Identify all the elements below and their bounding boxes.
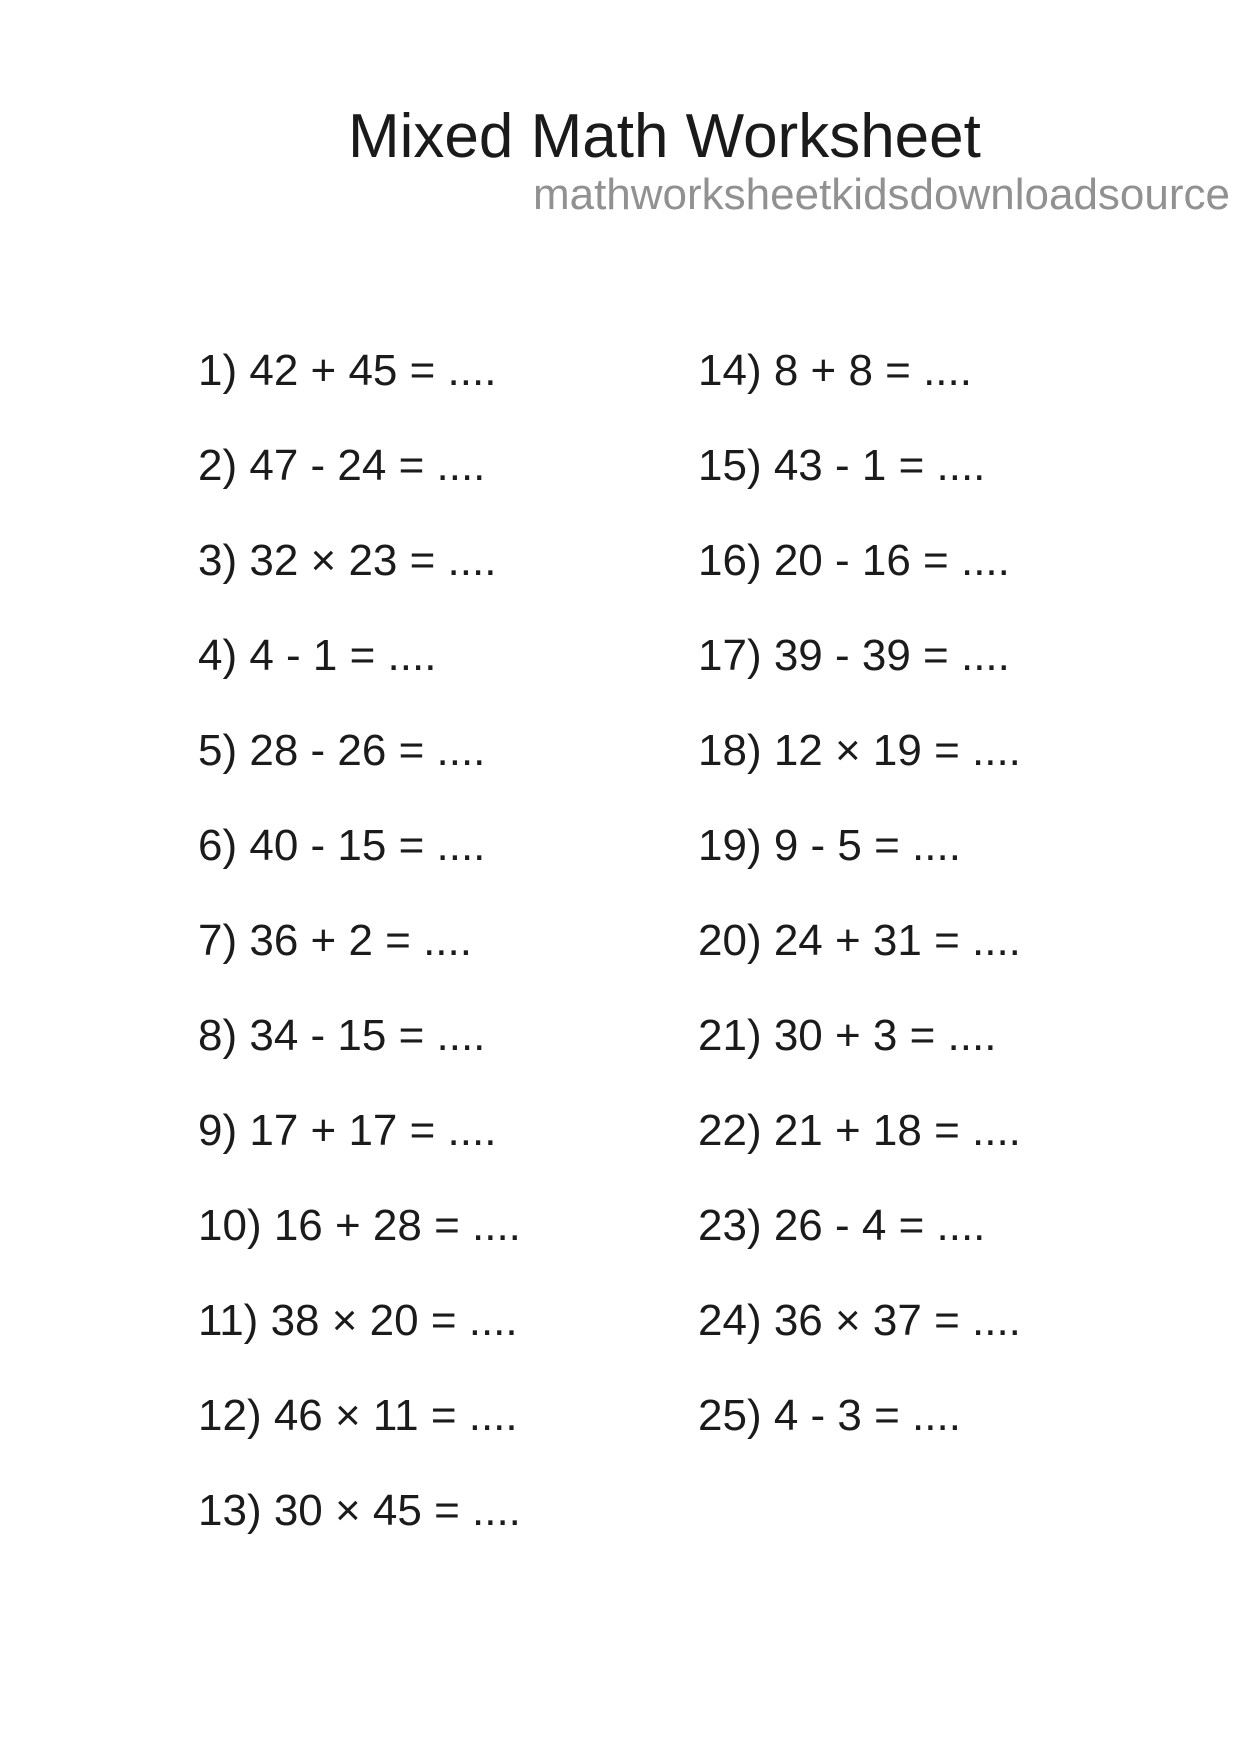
problem-number: 1)	[198, 346, 250, 395]
problem-expression: 42 + 45 =	[249, 346, 448, 395]
answer-blank: ....	[447, 536, 497, 585]
answer-blank: ....	[923, 346, 972, 395]
problem-expression: 4 - 3 =	[773, 1391, 913, 1440]
problem-expression: 12 × 19 =	[773, 726, 972, 775]
problem-row	[198, 323, 521, 418]
problem-row	[198, 513, 521, 608]
problem-row	[198, 1083, 521, 1178]
problem-number: 14)	[698, 346, 774, 395]
problem-expression: 24 + 31 =	[773, 916, 972, 965]
answer-blank: ....	[936, 441, 986, 490]
problem-number: 4)	[198, 631, 250, 680]
problem-expression: 21 + 18 =	[773, 1106, 972, 1155]
problem-expression: 16 + 28 =	[273, 1201, 472, 1250]
problem-row	[198, 1463, 521, 1558]
problem-number: 20)	[698, 916, 774, 965]
watermark-source-text: mathworksheetkidsdownloadsource	[532, 170, 1230, 219]
problem-number: 2)	[198, 441, 250, 490]
problem-expression: 46 × 11 =	[273, 1391, 469, 1440]
problem-expression: 9 - 5 =	[773, 821, 913, 870]
problem-row	[198, 798, 521, 893]
answer-blank: ....	[472, 1201, 521, 1250]
problem-expression: 20 - 16 =	[773, 536, 961, 585]
page-title: Mixed Math Worksheet	[348, 102, 981, 171]
problem-row	[198, 893, 521, 988]
problem-expression: 26 - 4 =	[773, 1201, 937, 1250]
problem-number: 21)	[698, 1011, 774, 1060]
answer-blank: ....	[436, 726, 486, 775]
problem-expression: 30 + 3 =	[773, 1011, 948, 1060]
problem-expression: 40 - 15 =	[249, 821, 437, 870]
answer-blank: ....	[447, 346, 497, 395]
problem-expression: 8 + 8 =	[773, 346, 924, 395]
problem-row	[198, 608, 521, 703]
problem-row	[698, 1178, 1021, 1273]
answer-blank: ....	[447, 1106, 497, 1155]
problem-expression: 34 - 15 =	[249, 1011, 437, 1060]
problems-column-right	[698, 323, 1021, 1463]
problem-row	[198, 988, 521, 1083]
answer-blank: ....	[972, 916, 1021, 965]
answer-blank: ....	[436, 1011, 486, 1060]
problem-row	[698, 418, 1021, 513]
problem-number: 11)	[198, 1296, 271, 1345]
answer-blank: ....	[423, 916, 472, 965]
problem-row	[698, 1083, 1021, 1178]
answer-blank: ....	[468, 1391, 518, 1440]
problem-row	[698, 1368, 1021, 1463]
answer-blank: ....	[436, 441, 486, 490]
answer-blank: ....	[387, 631, 437, 680]
answer-blank: ....	[960, 631, 1010, 680]
problem-row	[198, 1368, 521, 1463]
problem-number: 25)	[698, 1391, 774, 1440]
answer-blank: ....	[468, 1296, 518, 1345]
problems-column-left	[198, 323, 521, 1558]
problem-number: 13)	[198, 1486, 274, 1535]
answer-blank: ....	[472, 1486, 521, 1535]
answer-blank: ....	[947, 1011, 997, 1060]
answer-blank: ....	[972, 1296, 1021, 1345]
problem-number: 19)	[698, 821, 774, 870]
problem-number: 22)	[698, 1106, 774, 1155]
answer-blank: ....	[936, 1201, 986, 1250]
problem-number: 23)	[698, 1201, 774, 1250]
problem-expression: 36 × 37 =	[773, 1296, 972, 1345]
problem-number: 8)	[198, 1011, 250, 1060]
problem-expression: 17 + 17 =	[249, 1106, 448, 1155]
answer-blank: ....	[960, 536, 1010, 585]
problem-number: 18)	[698, 726, 774, 775]
problem-expression: 4 - 1 =	[249, 631, 388, 680]
problem-row	[698, 608, 1021, 703]
problem-row	[698, 798, 1021, 893]
answer-blank: ....	[972, 726, 1021, 775]
answer-blank: ....	[436, 821, 486, 870]
problem-row	[698, 513, 1021, 608]
problem-expression: 39 - 39 =	[773, 631, 961, 680]
problem-expression: 28 - 26 =	[249, 726, 437, 775]
problem-row	[698, 703, 1021, 798]
problem-expression: 32 × 23 =	[249, 536, 448, 585]
problem-number: 5)	[198, 726, 250, 775]
problem-number: 12)	[198, 1391, 274, 1440]
problem-number: 24)	[698, 1296, 774, 1345]
problem-row	[198, 1178, 521, 1273]
answer-blank: ....	[972, 1106, 1021, 1155]
problem-row	[698, 893, 1021, 988]
problem-number: 16)	[698, 536, 774, 585]
problem-row	[698, 323, 1021, 418]
problem-number: 10)	[198, 1201, 274, 1250]
problem-row	[698, 988, 1021, 1083]
problem-row	[698, 1273, 1021, 1368]
answer-blank: ....	[912, 821, 961, 870]
problem-expression: 47 - 24 =	[249, 441, 437, 490]
problem-expression: 38 × 20 =	[270, 1296, 469, 1345]
problem-expression: 36 + 2 =	[249, 916, 424, 965]
problem-number: 9)	[198, 1106, 250, 1155]
problem-row	[198, 703, 521, 798]
problem-number: 3)	[198, 536, 250, 585]
problem-expression: 43 - 1 =	[773, 441, 937, 490]
problem-row	[198, 1273, 521, 1368]
problem-row	[198, 418, 521, 513]
problem-number: 6)	[198, 821, 250, 870]
answer-blank: ....	[912, 1391, 961, 1440]
problem-number: 7)	[198, 916, 250, 965]
problem-expression: 30 × 45 =	[273, 1486, 472, 1535]
problem-number: 17)	[698, 631, 774, 680]
problem-number: 15)	[698, 441, 774, 490]
